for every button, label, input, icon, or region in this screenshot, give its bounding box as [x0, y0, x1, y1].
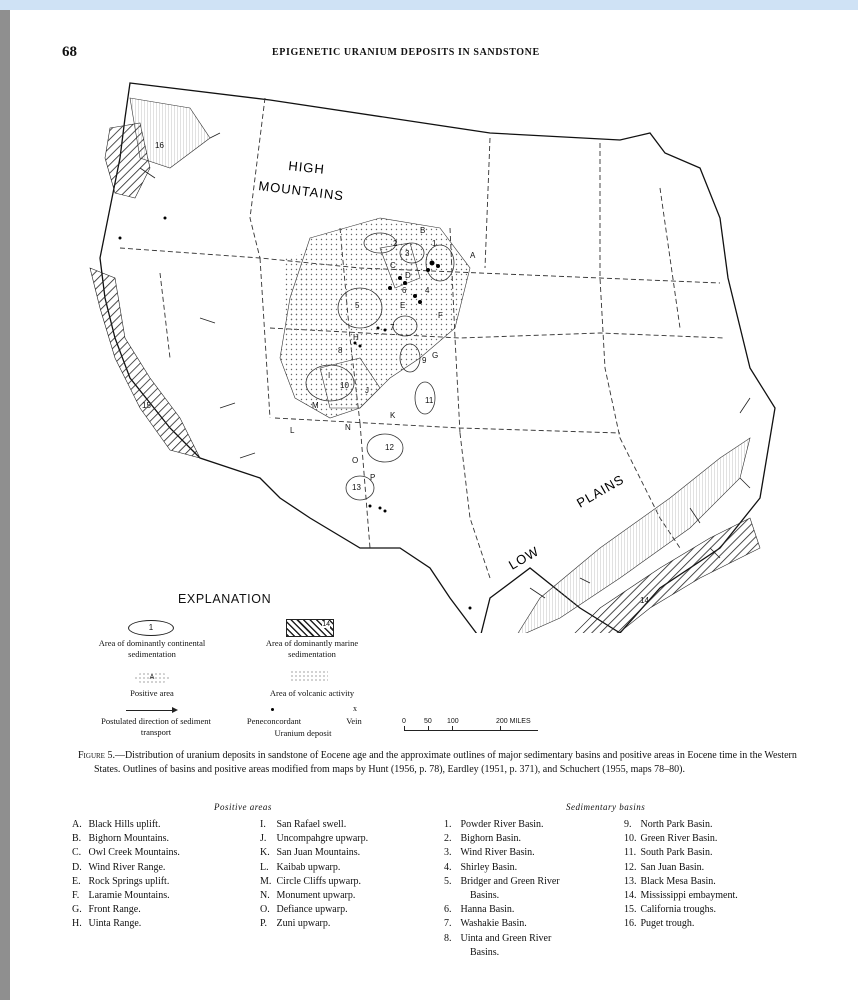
basin-5: 5	[355, 301, 360, 310]
california-trough-marine	[90, 268, 200, 458]
list-item: 2. Bighorn Basin.	[444, 833, 522, 845]
list-item: 1. Powder River Basin.	[444, 819, 544, 830]
basin-2: 2	[393, 239, 398, 248]
map-svg	[60, 78, 790, 633]
legend-positive-symbol	[134, 672, 170, 684]
puget-trough-continental	[130, 98, 210, 168]
map-label-high: HIGH	[287, 158, 326, 177]
map-label-plains: PLAINS	[574, 471, 627, 511]
list-item: H. Uinta Range.	[72, 918, 142, 930]
list-item: N. Monument upwarp.	[260, 890, 356, 902]
uplift-H: H	[353, 333, 359, 342]
list-item: J. Uncompahgre upwarp.	[260, 833, 369, 845]
list-item: 9. North Park Basin.	[624, 819, 713, 830]
legend-peneconcordant-dot-icon	[271, 708, 274, 711]
uplift-L: L	[290, 426, 295, 435]
uplift-F: F	[438, 311, 443, 320]
positive-areas-list-1	[72, 818, 180, 932]
map-label-mountains: MOUNTAINS	[257, 178, 345, 204]
list-item: 4. Shirley Basin.	[444, 861, 518, 873]
basin-12: 12	[385, 443, 394, 452]
basin-16: 16	[155, 141, 164, 150]
list-item: E. Rock Springs uplift.	[72, 875, 170, 887]
basin-3: 3	[405, 249, 410, 258]
scale-tick-50: 50	[424, 718, 432, 725]
sedimentary-basins-list-2	[624, 818, 738, 932]
uplift-C: C	[390, 261, 396, 270]
uranium-map	[60, 78, 790, 633]
map-label-low: LOW	[506, 543, 542, 573]
explanation-title: EXPLANATION	[178, 592, 272, 606]
list-item: A. Black Hills uplift.	[72, 819, 161, 830]
list-item: L. Kaibab upwarp.	[260, 861, 341, 873]
list-item: 8. Uinta and Green River	[444, 932, 552, 944]
scale-tick-200: 200 MILES	[496, 718, 531, 725]
list-item: 11. South Park Basin.	[624, 847, 713, 859]
list-item: 10. Green River Basin.	[624, 833, 718, 845]
list-item: B. Bighorn Mountains.	[72, 833, 170, 845]
legend-positive-label: Positive area	[130, 688, 174, 698]
uplift-M: M	[312, 401, 319, 410]
list-item: K. San Juan Mountains.	[260, 847, 361, 859]
viewer-top-bar	[0, 0, 858, 10]
legend-volcanic-label: Area of volcanic activity	[269, 688, 355, 698]
scale-tick-100: 100	[447, 718, 459, 725]
basin-15: 15	[142, 401, 151, 410]
legend-deposit-label: Uranium deposit	[274, 728, 332, 738]
uplift-B: B	[420, 226, 426, 235]
uplift-O: O	[352, 456, 359, 465]
legend-peneconcordant-label: Peneconcordant	[246, 716, 302, 726]
list-item-continuation: Basins.	[470, 946, 500, 958]
legend-transport-arrow-icon	[126, 710, 176, 711]
legend-continental-number: 1	[148, 623, 154, 632]
basin-11: 11	[425, 396, 434, 405]
list-item: M. Circle Cliffs upwarp.	[260, 875, 362, 887]
list-item: 13. Black Mesa Basin.	[624, 875, 716, 887]
running-head: EPIGENETIC URANIUM DEPOSITS IN SANDSTONE	[272, 47, 540, 58]
page-number: 68	[62, 44, 77, 60]
basin-9: 9	[422, 356, 427, 365]
uplift-A: A	[470, 251, 476, 260]
uplift-I: I	[328, 371, 331, 380]
list-item: O. Defiance upwarp.	[260, 904, 348, 916]
uplift-P: P	[370, 473, 376, 482]
uplift-D: D	[405, 271, 411, 280]
list-item: 15. California troughs.	[624, 904, 717, 916]
uplift-E: E	[400, 301, 406, 310]
list-item: 14. Mississippi embayment.	[624, 890, 738, 902]
legend-volcanic-symbol	[290, 670, 328, 682]
basin-7: 7	[390, 323, 395, 332]
uplift-G: G	[432, 351, 439, 360]
list-item: G. Front Range.	[72, 904, 141, 916]
sedimentary-basins-heading: Sedimentary basins	[566, 802, 646, 812]
list-item-continuation: Basins.	[470, 890, 500, 902]
sedimentary-basins-list-1	[444, 818, 560, 960]
legend-vein-label: Vein	[346, 716, 362, 726]
legend-marine-symbol	[286, 619, 334, 637]
scale-bar-overlay	[402, 718, 544, 738]
basin-4: 4	[425, 286, 430, 295]
basin-1: 1	[432, 239, 437, 248]
uplift-K: K	[390, 411, 396, 420]
list-item: 5. Bridger and Green River	[444, 875, 560, 887]
basin-14: 14	[640, 596, 649, 605]
list-item: D. Wind River Range.	[72, 861, 166, 873]
uplift-J: J	[365, 386, 369, 395]
legend-transport-label: Postulated direction of sediment transport	[101, 716, 211, 737]
legend-continental-symbol	[128, 620, 174, 636]
basin-8: 8	[338, 346, 343, 355]
basin-6: 6	[402, 286, 407, 295]
legend-marine-number: 14	[322, 621, 330, 628]
uplift-N: N	[345, 423, 351, 432]
legend-continental-label: Area of dominantly continental sedimentation	[98, 638, 206, 659]
list-item: 3. Wind River Basin.	[444, 847, 535, 859]
list-item: C. Owl Creek Mountains.	[72, 847, 180, 859]
viewer-left-gutter	[0, 10, 10, 1000]
basin-13: 13	[352, 483, 361, 492]
list-item: P. Zuni upwarp.	[260, 918, 331, 930]
figure-caption-text: —Distribution of uranium deposits in sandstone of Eocene age and the approximate outlines of major sedimentary basins and positive areas in Eocene time in the Western States. Outlines of basins and positive areas modified from maps by Hunt (1956, p. 78), Eardley (1951, p. 371), and Schuchert (1955, maps 78–80).	[94, 750, 797, 775]
list-item: I. San Rafael swell.	[260, 819, 347, 830]
legend-marine-label: Area of dominantly marine sedimentation	[265, 638, 359, 659]
positive-areas-heading: Positive areas	[214, 802, 272, 812]
scale-tick-0: 0	[402, 718, 406, 725]
list-item: 16. Puget trough.	[624, 918, 695, 930]
basin-10: 10	[340, 381, 349, 390]
list-item: 7. Washakie Basin.	[444, 918, 527, 930]
legend-transport-arrowhead-icon	[172, 707, 178, 713]
list-item: 12. San Juan Basin.	[624, 861, 705, 873]
list-item: F. Laramie Mountains.	[72, 890, 170, 902]
list-item: 6. Hanna Basin.	[444, 904, 515, 916]
legend-vein-icon: x	[353, 704, 357, 713]
positive-areas-list-2	[260, 818, 368, 932]
legend-positive-letter: A	[149, 674, 155, 681]
figure-caption	[78, 749, 809, 777]
figure-caption-lead: Figure 5.	[78, 750, 115, 761]
